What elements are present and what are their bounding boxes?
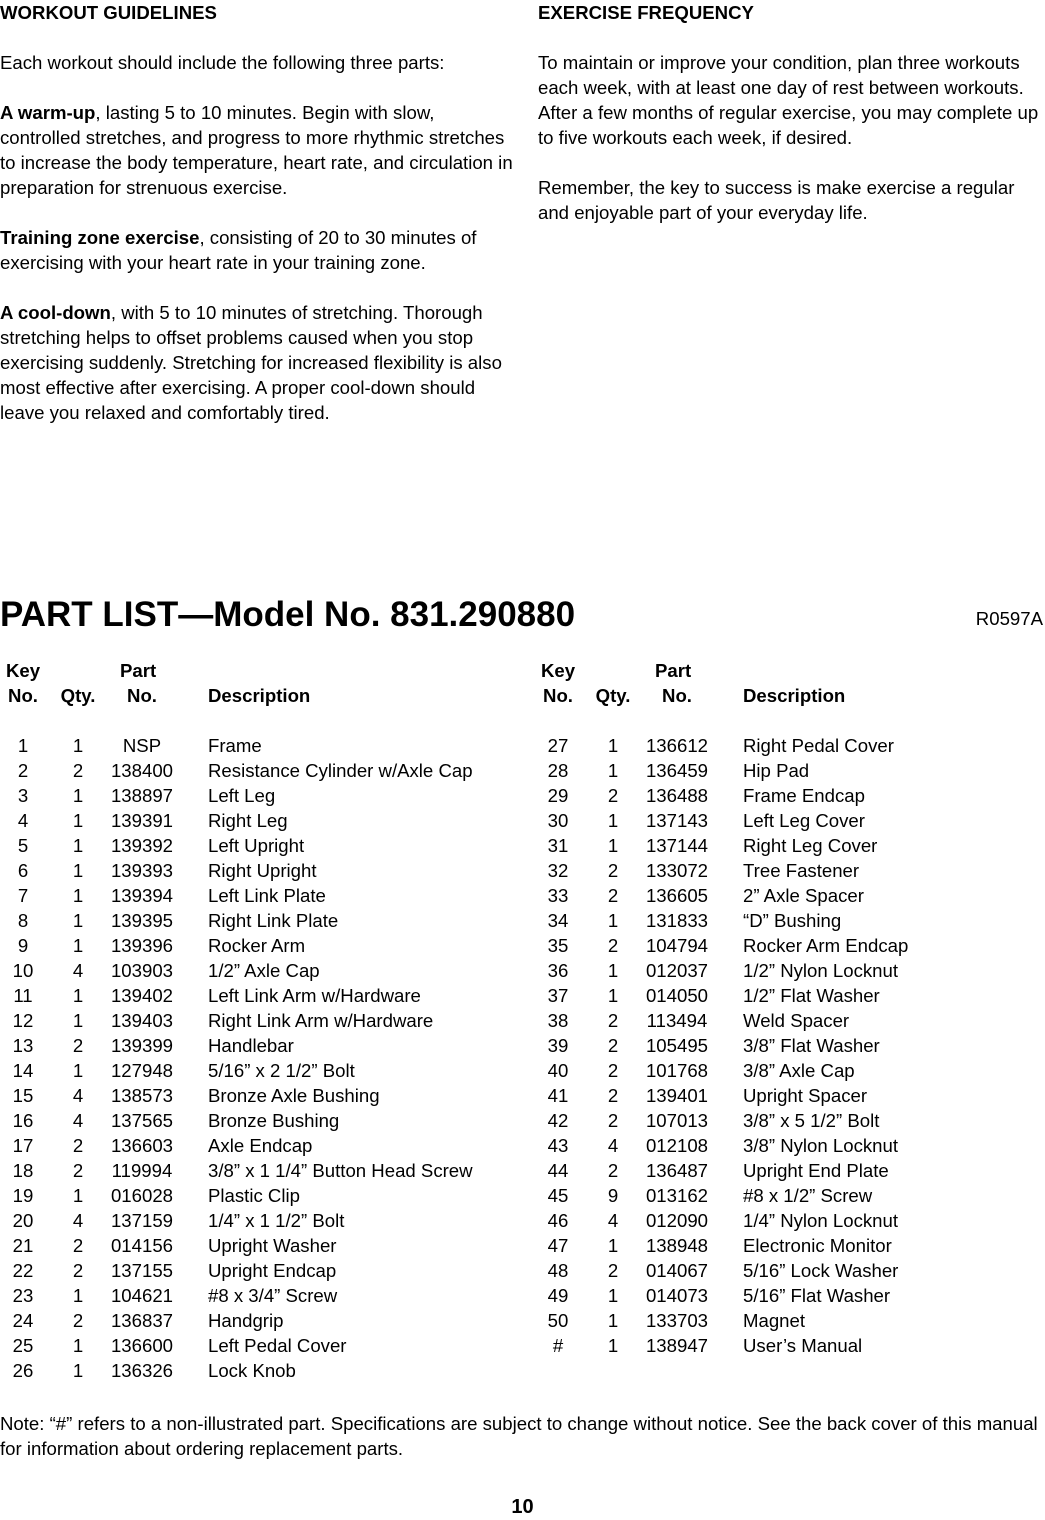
part-number: 138947 xyxy=(645,1335,709,1356)
header-key-line2: No. xyxy=(543,685,573,706)
quantity: 4 xyxy=(72,1110,84,1131)
description: Electronic Monitor xyxy=(743,1235,892,1256)
quantity: 2 xyxy=(607,885,619,906)
part-number: 103903 xyxy=(110,960,174,981)
table-row xyxy=(535,933,1045,958)
part-number: 136459 xyxy=(645,760,709,781)
table-row xyxy=(0,1333,520,1358)
description: Left Upright xyxy=(208,835,305,856)
part-number: 136603 xyxy=(110,1135,174,1156)
part-number: 131833 xyxy=(645,910,709,931)
quantity: 1 xyxy=(607,985,619,1006)
warmup-label: A warm-up xyxy=(0,102,96,123)
table-row xyxy=(535,1283,1045,1308)
key-number: 10 xyxy=(12,960,34,981)
key-number: 12 xyxy=(12,1010,34,1031)
key-number: 42 xyxy=(547,1110,569,1131)
key-number: 46 xyxy=(547,1210,569,1231)
page-number: 10 xyxy=(511,1496,534,1518)
description: Resistance Cylinder w/Axle Cap xyxy=(208,760,473,781)
description: Right Leg xyxy=(208,810,288,831)
table-row xyxy=(0,783,520,808)
table-row xyxy=(0,1258,520,1283)
part-number: 139403 xyxy=(110,1010,174,1031)
exercise-frequency-heading: EXERCISE FREQUENCY xyxy=(538,2,754,23)
table-header-row-2 xyxy=(0,683,520,708)
key-number: 41 xyxy=(547,1085,569,1106)
description: Right Upright xyxy=(208,860,317,881)
description: 2” Axle Spacer xyxy=(743,885,864,906)
table-row xyxy=(535,858,1045,883)
table-row xyxy=(535,1083,1045,1108)
part-number: 105495 xyxy=(645,1035,709,1056)
key-number: 26 xyxy=(12,1360,34,1381)
part-number: 012037 xyxy=(645,960,709,981)
table-row xyxy=(0,833,520,858)
key-number: 18 xyxy=(12,1160,34,1181)
key-number: 43 xyxy=(547,1135,569,1156)
quantity: 2 xyxy=(607,785,619,806)
table-row xyxy=(0,758,520,783)
description: Axle Endcap xyxy=(208,1135,313,1156)
quantity: 2 xyxy=(607,1160,619,1181)
key-number: 35 xyxy=(547,935,569,956)
table-row xyxy=(535,1008,1045,1033)
part-number: 133072 xyxy=(645,860,709,881)
right-text-column xyxy=(538,0,1045,250)
table-row xyxy=(0,1183,520,1208)
header-description: Description xyxy=(208,685,311,706)
quantity: 2 xyxy=(72,760,84,781)
quantity: 1 xyxy=(72,810,84,831)
table-row xyxy=(535,958,1045,983)
table-row xyxy=(535,1133,1045,1158)
key-number: 7 xyxy=(17,885,29,906)
key-number: 17 xyxy=(12,1135,34,1156)
quantity: 1 xyxy=(72,935,84,956)
table-row xyxy=(0,1133,520,1158)
key-number: 25 xyxy=(12,1335,34,1356)
quantity: 1 xyxy=(72,1285,84,1306)
table-row xyxy=(0,1108,520,1133)
description: Right Link Plate xyxy=(208,910,339,931)
description: 5/16” Flat Washer xyxy=(743,1285,891,1306)
quantity: 2 xyxy=(72,1235,84,1256)
table-row xyxy=(0,1233,520,1258)
description: Left Pedal Cover xyxy=(208,1335,347,1356)
table-row xyxy=(535,733,1045,758)
header-key-line1: Key xyxy=(541,660,576,681)
table-row xyxy=(0,1358,520,1383)
description: Frame xyxy=(208,735,262,756)
footnote: Note: “#” refers to a non-illustrated part. Specifications are subject to change without notice. See the back cover of this manual for information about ordering replacement parts. xyxy=(0,1413,1038,1459)
quantity: 1 xyxy=(607,1235,619,1256)
description: Rocker Arm Endcap xyxy=(743,935,909,956)
table-row xyxy=(0,983,520,1008)
key-number: 33 xyxy=(547,885,569,906)
table-row xyxy=(535,833,1045,858)
part-number: 012090 xyxy=(645,1210,709,1231)
part-number: 139391 xyxy=(110,810,174,831)
header-part-line1: Part xyxy=(120,660,157,681)
cooldown-paragraph xyxy=(0,300,515,425)
header-part-line1: Part xyxy=(655,660,692,681)
part-number: 013162 xyxy=(645,1185,709,1206)
description: Plastic Clip xyxy=(208,1185,300,1206)
table-row xyxy=(535,758,1045,783)
quantity: 2 xyxy=(72,1135,84,1156)
description: 5/16” Lock Washer xyxy=(743,1260,899,1281)
key-number: 36 xyxy=(547,960,569,981)
part-number: 139394 xyxy=(110,885,174,906)
key-number: 44 xyxy=(547,1160,569,1181)
description: 3/8” x 1 1/4” Button Head Screw xyxy=(208,1160,473,1181)
key-number: 34 xyxy=(547,910,569,931)
part-number: 136600 xyxy=(110,1335,174,1356)
part-number: 138400 xyxy=(110,760,174,781)
description: Rocker Arm xyxy=(208,935,306,956)
description: 1/2” Axle Cap xyxy=(208,960,320,981)
key-number: 16 xyxy=(12,1110,34,1131)
guidelines-intro: Each workout should include the following three parts: xyxy=(0,52,445,73)
table-row xyxy=(535,983,1045,1008)
part-number: 107013 xyxy=(645,1110,709,1131)
key-number: 2 xyxy=(17,760,29,781)
quantity: 1 xyxy=(72,860,84,881)
quantity: 2 xyxy=(607,935,619,956)
quantity: 4 xyxy=(72,1085,84,1106)
part-number: 139401 xyxy=(645,1085,709,1106)
quantity: 1 xyxy=(72,785,84,806)
table-row xyxy=(535,1058,1045,1083)
table-row xyxy=(535,1208,1045,1233)
table-row xyxy=(0,958,520,983)
part-number: 139392 xyxy=(110,835,174,856)
part-list-title: PART LIST—Model No. 831.290880 xyxy=(0,595,576,634)
key-number: 1 xyxy=(17,735,29,756)
part-number: 014067 xyxy=(645,1260,709,1281)
key-number: 48 xyxy=(547,1260,569,1281)
workout-guidelines-heading: WORKOUT GUIDELINES xyxy=(0,2,217,23)
table-row xyxy=(0,1058,520,1083)
part-number: 012108 xyxy=(645,1135,709,1156)
quantity: 2 xyxy=(72,1035,84,1056)
key-number: 38 xyxy=(547,1010,569,1031)
description: Handgrip xyxy=(208,1310,284,1331)
part-number: 137144 xyxy=(645,835,709,856)
key-number: 47 xyxy=(547,1235,569,1256)
table-row xyxy=(535,1258,1045,1283)
table-header-row-1 xyxy=(0,658,520,683)
part-number: 136326 xyxy=(110,1360,174,1381)
quantity: 1 xyxy=(72,910,84,931)
description: Left Link Plate xyxy=(208,885,326,906)
description: Weld Spacer xyxy=(743,1010,850,1031)
description: “D” Bushing xyxy=(743,910,842,931)
description: Handlebar xyxy=(208,1035,294,1056)
quantity: 2 xyxy=(72,1260,84,1281)
part-number: 133703 xyxy=(645,1310,709,1331)
table-row xyxy=(535,783,1045,808)
part-number: NSP xyxy=(122,735,162,756)
quantity: 2 xyxy=(72,1160,84,1181)
table-row xyxy=(0,733,520,758)
parts-table-right xyxy=(535,658,1045,1358)
table-row xyxy=(0,1208,520,1233)
part-number: 136837 xyxy=(110,1310,174,1331)
table-row xyxy=(0,1158,520,1183)
table-row xyxy=(0,1308,520,1333)
part-number: 136488 xyxy=(645,785,709,806)
description: 3/8” Nylon Locknut xyxy=(743,1135,899,1156)
part-number: 139399 xyxy=(110,1035,174,1056)
key-number: 39 xyxy=(547,1035,569,1056)
quantity: 4 xyxy=(607,1210,619,1231)
key-number: 23 xyxy=(12,1285,34,1306)
key-number: 3 xyxy=(17,785,29,806)
key-number: 30 xyxy=(547,810,569,831)
header-key-line1: Key xyxy=(6,660,41,681)
description: User’s Manual xyxy=(743,1335,863,1356)
cooldown-text: , with 5 to 10 minutes of stretching. Thorough stretching helps to offset problems caused when you stop exercising suddenly. Stretching for increased flexibility is also most effective after exercising. A proper cool-down should leave you relaxed and comfortably tired. xyxy=(0,302,502,423)
quantity: 2 xyxy=(607,1085,619,1106)
quantity: 1 xyxy=(72,1335,84,1356)
key-number: 14 xyxy=(12,1060,34,1081)
part-number: 138897 xyxy=(110,785,174,806)
key-number: 50 xyxy=(547,1310,569,1331)
quantity: 2 xyxy=(607,1110,619,1131)
part-number: 139393 xyxy=(110,860,174,881)
description: Lock Knob xyxy=(208,1360,296,1381)
key-number: 37 xyxy=(547,985,569,1006)
description: 1/4” x 1 1/2” Bolt xyxy=(208,1210,345,1231)
key-number: 13 xyxy=(12,1035,34,1056)
part-number: 113494 xyxy=(646,1010,708,1031)
cooldown-label: A cool-down xyxy=(0,302,111,323)
description: Hip Pad xyxy=(743,760,810,781)
table-row xyxy=(0,808,520,833)
table-row xyxy=(535,1108,1045,1133)
description: 5/16” x 2 1/2” Bolt xyxy=(208,1060,355,1081)
part-number: 016028 xyxy=(110,1185,174,1206)
table-row xyxy=(535,808,1045,833)
revision-code: R0597A xyxy=(975,608,1043,629)
quantity: 2 xyxy=(607,1060,619,1081)
key-number: 27 xyxy=(547,735,569,756)
quantity: 1 xyxy=(72,985,84,1006)
part-number: 014156 xyxy=(110,1235,174,1256)
quantity: 2 xyxy=(72,1310,84,1331)
table-row xyxy=(535,1308,1045,1333)
parts-rows-right xyxy=(535,733,1045,1358)
description: Frame Endcap xyxy=(743,785,865,806)
key-number: 20 xyxy=(12,1210,34,1231)
quantity: 4 xyxy=(72,960,84,981)
key-number: 8 xyxy=(17,910,29,931)
part-number: 138573 xyxy=(110,1085,174,1106)
part-number: 014050 xyxy=(645,985,709,1006)
table-row xyxy=(535,908,1045,933)
table-row xyxy=(0,1033,520,1058)
part-number: 137565 xyxy=(110,1110,174,1131)
quantity: 1 xyxy=(607,1335,619,1356)
part-number: 139395 xyxy=(110,910,174,931)
quantity: 2 xyxy=(607,1260,619,1281)
part-number: 137143 xyxy=(645,810,709,831)
quantity: 2 xyxy=(607,1035,619,1056)
part-number: 101768 xyxy=(645,1060,709,1081)
table-row xyxy=(535,1158,1045,1183)
description: Left Leg xyxy=(208,785,276,806)
quantity: 4 xyxy=(607,1135,619,1156)
quantity: 1 xyxy=(72,1185,84,1206)
quantity: 2 xyxy=(607,860,619,881)
key-number: 28 xyxy=(547,760,569,781)
quantity: 4 xyxy=(72,1210,84,1231)
key-number: 29 xyxy=(547,785,569,806)
key-number: 21 xyxy=(12,1235,34,1256)
key-number: 32 xyxy=(547,860,569,881)
quantity: 1 xyxy=(72,735,84,756)
quantity: 1 xyxy=(607,835,619,856)
quantity: 1 xyxy=(607,810,619,831)
quantity: 1 xyxy=(607,760,619,781)
key-number: 31 xyxy=(547,835,569,856)
description: 1/2” Flat Washer xyxy=(743,985,880,1006)
training-paragraph xyxy=(0,225,515,275)
key-number: 11 xyxy=(13,985,33,1006)
quantity: 2 xyxy=(607,1010,619,1031)
table-row xyxy=(535,1333,1045,1358)
header-qty: Qty. xyxy=(595,685,631,706)
part-number: 137155 xyxy=(110,1260,174,1281)
key-number: 4 xyxy=(17,810,29,831)
key-number: 19 xyxy=(12,1185,34,1206)
table-header-row-1 xyxy=(535,658,1045,683)
part-number: 104794 xyxy=(645,935,709,956)
header-qty: Qty. xyxy=(60,685,96,706)
table-row xyxy=(0,1283,520,1308)
parts-rows-left xyxy=(0,733,520,1383)
description: 1/2” Nylon Locknut xyxy=(743,960,899,981)
key-number: 40 xyxy=(547,1060,569,1081)
description: 1/4” Nylon Locknut xyxy=(743,1210,899,1231)
key-number: 6 xyxy=(17,860,29,881)
table-row xyxy=(535,1233,1045,1258)
key-number: 24 xyxy=(12,1310,34,1331)
description: Tree Fastener xyxy=(743,860,860,881)
table-row xyxy=(0,883,520,908)
table-row xyxy=(535,1183,1045,1208)
part-number: 104621 xyxy=(110,1285,174,1306)
header-description: Description xyxy=(743,685,846,706)
key-number: 9 xyxy=(17,935,29,956)
description: Bronze Bushing xyxy=(208,1110,340,1131)
table-row xyxy=(0,933,520,958)
description: Upright Spacer xyxy=(743,1085,868,1106)
key-number: 22 xyxy=(12,1260,34,1281)
quantity: 1 xyxy=(607,1285,619,1306)
part-number: 119994 xyxy=(111,1160,173,1181)
training-label: Training zone exercise xyxy=(0,227,200,248)
left-text-column xyxy=(0,0,515,450)
description: Right Leg Cover xyxy=(743,835,878,856)
key-number: 15 xyxy=(12,1085,34,1106)
quantity: 1 xyxy=(607,910,619,931)
part-number: 137159 xyxy=(110,1210,174,1231)
table-row xyxy=(0,1008,520,1033)
warmup-paragraph xyxy=(0,100,515,200)
quantity: 1 xyxy=(72,1360,84,1381)
table-row xyxy=(0,1083,520,1108)
description: #8 x 1/2” Screw xyxy=(743,1185,873,1206)
header-key-line2: No. xyxy=(8,685,38,706)
part-number: 138948 xyxy=(645,1235,709,1256)
table-header-row-2 xyxy=(535,683,1045,708)
quantity: 1 xyxy=(72,835,84,856)
key-number: 45 xyxy=(547,1185,569,1206)
table-row xyxy=(535,883,1045,908)
frequency-paragraph-1: To maintain or improve your condition, plan three workouts each week, with at least one day of rest between workouts. After a few months of regular exercise, you may complete up to five workouts each week, if desired. xyxy=(538,52,1039,148)
quantity: 1 xyxy=(72,1060,84,1081)
part-number: 139396 xyxy=(110,935,174,956)
table-row xyxy=(535,1033,1045,1058)
table-row xyxy=(0,858,520,883)
description: 3/8” Axle Cap xyxy=(743,1060,855,1081)
key-number: # xyxy=(552,1335,564,1356)
parts-table-left xyxy=(0,658,520,1383)
description: 3/8” x 5 1/2” Bolt xyxy=(743,1110,880,1131)
description: Upright Washer xyxy=(208,1235,337,1256)
part-number: 014073 xyxy=(645,1285,709,1306)
description: 3/8” Flat Washer xyxy=(743,1035,880,1056)
quantity: 1 xyxy=(607,960,619,981)
description: Upright End Plate xyxy=(743,1160,889,1181)
description: Left Link Arm w/Hardware xyxy=(208,985,421,1006)
part-number: 139402 xyxy=(110,985,174,1006)
description: Bronze Axle Bushing xyxy=(208,1085,380,1106)
training-text: , consisting of 20 to 30 minutes of exercising with your heart rate in your training zone. xyxy=(0,227,477,273)
key-number: 5 xyxy=(17,835,29,856)
quantity: 9 xyxy=(607,1185,619,1206)
description: Right Pedal Cover xyxy=(743,735,894,756)
header-part-line2: No. xyxy=(127,685,157,706)
description: #8 x 3/4” Screw xyxy=(208,1285,338,1306)
frequency-paragraph-2: Remember, the key to success is make exercise a regular and enjoyable part of your everyday life. xyxy=(538,177,1015,223)
table-row xyxy=(0,908,520,933)
part-number: 136605 xyxy=(645,885,709,906)
part-number: 127948 xyxy=(110,1060,174,1081)
description: Left Leg Cover xyxy=(743,810,865,831)
key-number: 49 xyxy=(547,1285,569,1306)
quantity: 1 xyxy=(72,885,84,906)
description: Upright Endcap xyxy=(208,1260,337,1281)
quantity: 1 xyxy=(607,735,619,756)
description: Right Link Arm w/Hardware xyxy=(208,1010,434,1031)
warmup-text: , lasting 5 to 10 minutes. Begin with slow, controlled stretches, and progress to more rhythmic stretches to increase the body temperature, heart rate, and circulation in preparation for strenuous exercise. xyxy=(0,102,513,198)
quantity: 1 xyxy=(607,1310,619,1331)
part-number: 136612 xyxy=(645,735,709,756)
quantity: 1 xyxy=(72,1010,84,1031)
description: Magnet xyxy=(743,1310,806,1331)
part-number: 136487 xyxy=(645,1160,709,1181)
header-part-line2: No. xyxy=(662,685,692,706)
